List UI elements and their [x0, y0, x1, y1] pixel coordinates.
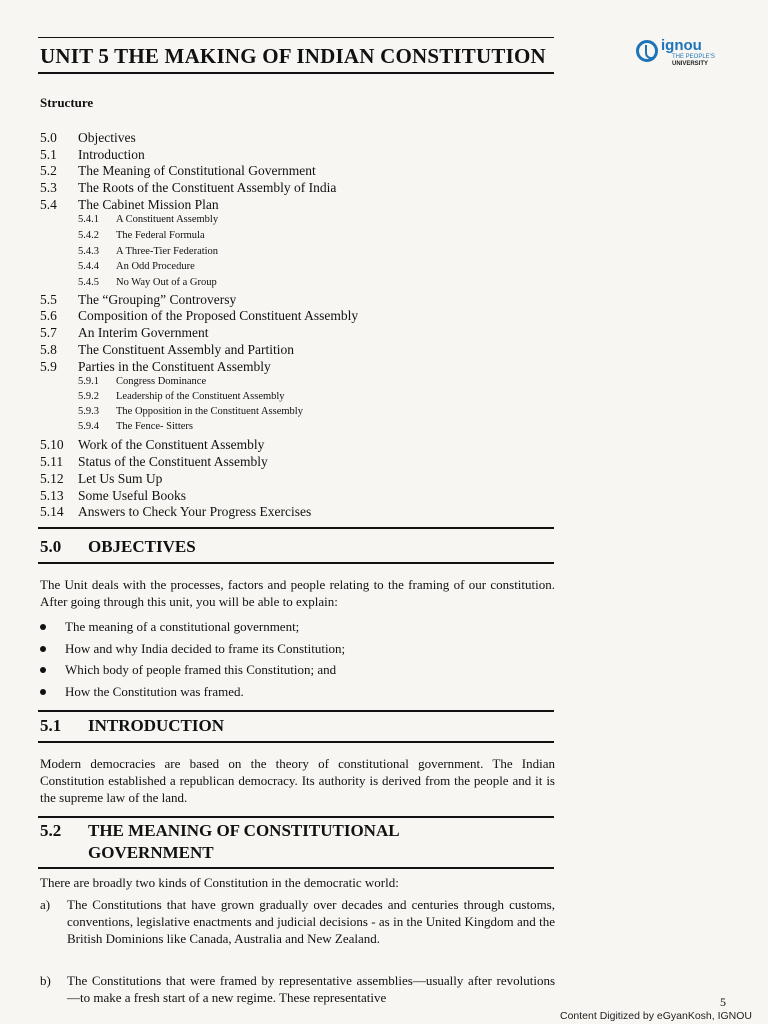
introduction-text: Modern democracies are based on the theory of constitutional government. The Indian Constitution established a republican democracy. Its authority is derived from the people and it is the supreme law of the land.	[40, 756, 555, 805]
toc-item-number: 5.0	[40, 130, 57, 145]
toc-item-label: The Constituent Assembly and Partition	[78, 342, 294, 357]
toc-item-label: The “Grouping” Controversy	[78, 292, 237, 307]
toc-item-number: 5.1	[40, 147, 57, 162]
bullet-icon	[40, 689, 46, 695]
toc-item-number: 5.4.5	[78, 277, 99, 288]
toc-item-number: 5.9.4	[78, 421, 99, 432]
section-number: 5.0	[40, 537, 62, 556]
meaning-intro: There are broadly two kinds of Constitution in the democratic world:	[40, 875, 399, 890]
section-number: 5.1	[40, 716, 62, 735]
toc-item-number: 5.4.2	[78, 230, 99, 241]
toc-item-number: 5.2	[40, 163, 57, 178]
logo-tagline: THE PEOPLE'S	[672, 54, 715, 60]
toc-item-number: 5.6	[40, 308, 57, 323]
toc-item-label: Some Useful Books	[78, 488, 186, 503]
toc-item-number: 5.3	[40, 180, 57, 195]
toc-item-label: The Meaning of Constitutional Government	[78, 163, 316, 178]
header-bottom-rule	[38, 72, 554, 74]
toc-item-label: Answers to Check Your Progress Exercises	[78, 504, 312, 519]
footer-credit: Content Digitized by eGyanKosh, IGNOU	[560, 1010, 753, 1022]
section-title: INTRODUCTION	[88, 716, 225, 735]
toc-item-number: 5.12	[40, 471, 64, 486]
toc-item-label: The Federal Formula	[116, 230, 205, 241]
header-top-rule	[38, 37, 554, 38]
section-rule	[38, 527, 554, 529]
structure-heading: Structure	[40, 95, 94, 110]
section-heading-objectives	[40, 537, 196, 557]
toc-item-number: 5.10	[40, 437, 64, 452]
toc-item-number: 5.4.4	[78, 261, 99, 272]
section-title: OBJECTIVES	[88, 537, 196, 556]
section-title: THE MEANING OF CONSTITUTIONAL	[88, 821, 400, 840]
ignou-logo-icon	[636, 40, 658, 62]
toc-item-label: Parties in the Constituent Assembly	[78, 359, 271, 374]
toc-item-number: 5.9.2	[78, 391, 99, 402]
toc-item-label: Objectives	[78, 130, 136, 145]
bullet-icon	[40, 624, 46, 630]
section-heading-meaning	[40, 821, 400, 841]
section-rule	[38, 562, 554, 564]
toc-item-label: A Three-Tier Federation	[116, 246, 219, 257]
toc-item-label: Status of the Constituent Assembly	[78, 454, 268, 469]
section-rule	[38, 710, 554, 712]
toc-item-label: A Constituent Assembly	[116, 214, 219, 225]
toc-item-label: An Odd Procedure	[116, 261, 195, 272]
toc-item-number: 5.7	[40, 325, 57, 340]
toc-item-label: Congress Dominance	[116, 376, 207, 387]
toc-item-label: Composition of the Proposed Constituent Assembly	[78, 308, 359, 323]
toc-item-number: 5.9.1	[78, 376, 99, 387]
toc-item-number: 5.5	[40, 292, 57, 307]
objectives-intro: The Unit deals with the processes, factors and people relating to the framing of our constitution. After going through this unit, you will be able to explain:	[40, 577, 555, 609]
toc-item-number: 5.8	[40, 342, 57, 357]
toc-item-number: 5.13	[40, 488, 64, 503]
toc-item-label: The Cabinet Mission Plan	[78, 197, 219, 212]
toc-item-label: An Interim Government	[78, 325, 209, 340]
section-rule	[38, 867, 554, 869]
toc-item-label: The Roots of the Constituent Assembly of India	[78, 180, 337, 195]
page-number: 5	[720, 995, 726, 1009]
toc-item-number: 5.9.3	[78, 406, 99, 417]
unit-title: UNIT 5 THE MAKING OF INDIAN CONSTITUTION	[40, 44, 546, 68]
section-heading-meaning-line2: GOVERNMENT	[88, 843, 214, 862]
bullet-icon	[40, 646, 46, 652]
toc-item-label: The Opposition in the Constituent Assembly	[116, 406, 303, 417]
toc-item-label: The Fence- Sitters	[116, 421, 193, 432]
section-heading-introduction	[40, 716, 224, 736]
toc-item-number: 5.4	[40, 197, 57, 212]
toc-item-label: Leadership of the Constituent Assembly	[116, 391, 285, 402]
ignou-logo	[636, 37, 716, 80]
toc-item-label: No Way Out of a Group	[116, 277, 217, 288]
toc-item-number: 5.4.1	[78, 214, 99, 225]
logo-tagline-2: UNIVERSITY	[672, 61, 709, 67]
toc-item-number: 5.9	[40, 359, 57, 374]
toc-item-number: 5.14	[40, 504, 64, 519]
bullet-icon	[40, 667, 46, 673]
toc-item-label: Let Us Sum Up	[78, 471, 163, 486]
section-rule	[38, 816, 554, 818]
section-number: 5.2	[40, 821, 62, 840]
logo-brand: ignou	[661, 37, 702, 54]
section-rule	[38, 741, 554, 743]
toc-item-number: 5.4.3	[78, 246, 99, 257]
toc-item-label: Introduction	[78, 147, 145, 162]
toc-item-number: 5.11	[40, 454, 64, 469]
toc-item-label: Work of the Constituent Assembly	[78, 437, 265, 452]
